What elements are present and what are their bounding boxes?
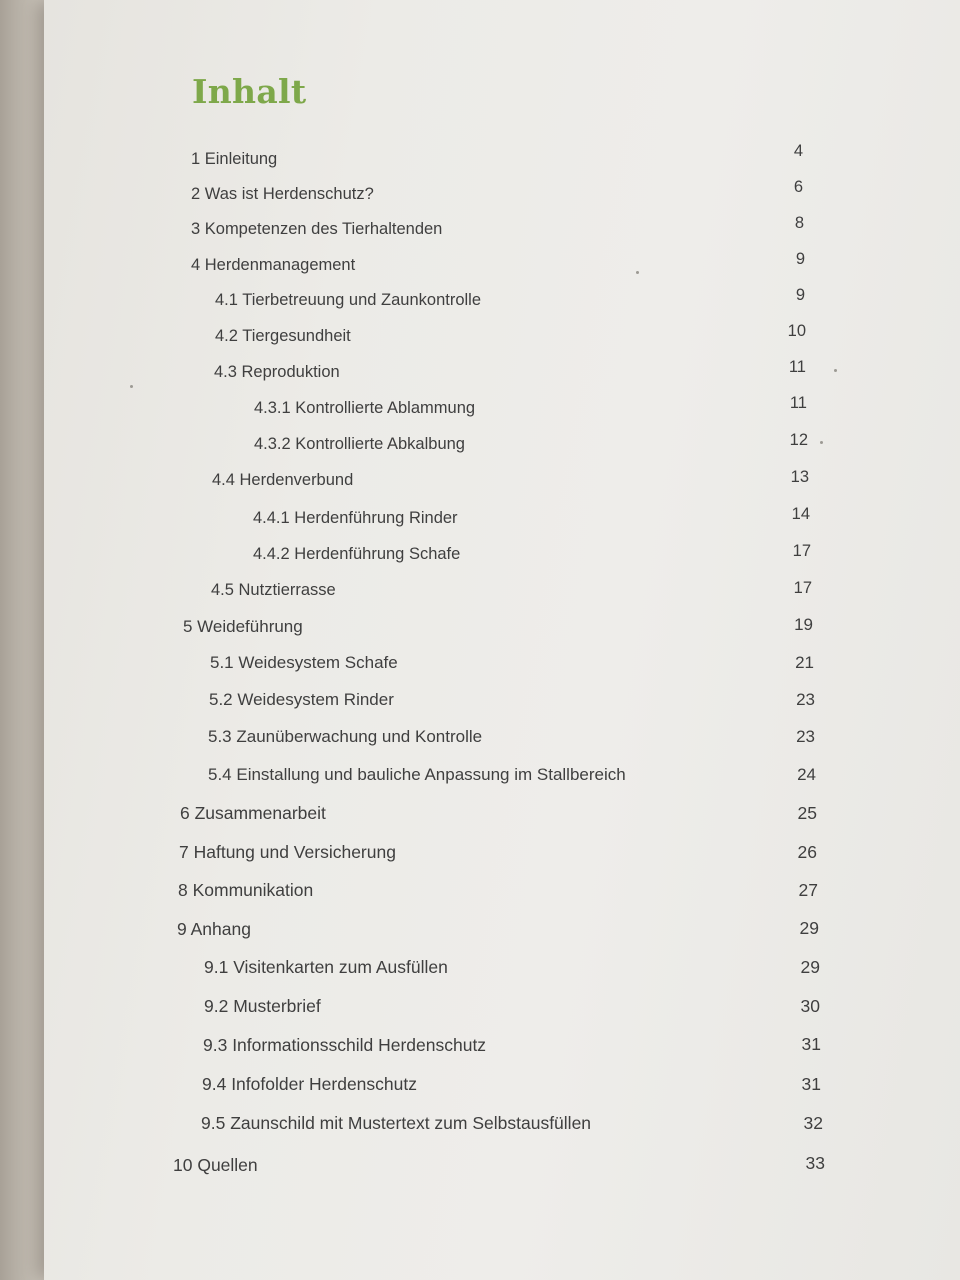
toc-entry-label: 4 Herdenmanagement <box>191 256 356 274</box>
toc-entry-page-number: 25 <box>797 803 817 823</box>
toc-entry-page-number: 21 <box>795 653 814 672</box>
toc-entry-page-number: 29 <box>799 918 819 938</box>
toc-entry-label: 4.4 Herdenverbund <box>212 471 354 489</box>
toc-entry-page-number: 11 <box>788 358 806 376</box>
toc-entry-label: 4.3.2 Kontrollierte Abkalbung <box>254 435 465 453</box>
toc-entry-label: 5.3 Zaunüberwachung und Kontrolle <box>208 727 483 746</box>
toc-entry-label: 9.3 Informationsschild Herdenschutz <box>203 1035 487 1055</box>
toc-entry-label: 2 Was ist Herdenschutz? <box>191 185 374 203</box>
toc-entry-page-number: 10 <box>787 322 806 340</box>
paper-speck <box>636 271 639 274</box>
toc-entry-page-number: 23 <box>796 690 815 709</box>
toc-entry-page-number: 9 <box>795 250 805 268</box>
toc-entry-label: 4.5 Nutztierrasse <box>211 581 336 599</box>
toc-entry-page-number: 32 <box>803 1113 823 1133</box>
toc-entry-page-number: 17 <box>792 542 811 560</box>
toc-entry-page-number: 23 <box>796 727 815 746</box>
toc-entry-label: 9.5 Zaunschild mit Mustertext zum Selbstausfüllen <box>201 1113 592 1133</box>
toc-entry-label: 5 Weideführung <box>183 617 303 636</box>
toc-entry-page-number: 31 <box>801 1074 821 1094</box>
toc-entry-page-number: 12 <box>789 431 808 449</box>
toc-entry-label: 6 Zusammenarbeit <box>180 803 326 823</box>
toc-entry-label: 3 Kompetenzen des Tierhaltenden <box>191 220 443 238</box>
toc-entry-page-number: 26 <box>797 842 817 862</box>
toc-entry-label: 4.4.1 Herdenführung Rinder <box>253 509 458 527</box>
toc-entry-label: 9.1 Visitenkarten zum Ausfüllen <box>204 957 448 977</box>
toc-entry-label: 7 Haftung und Versicherung <box>179 842 396 862</box>
toc-entry-page-number: 19 <box>794 615 813 634</box>
paper-speck <box>834 369 837 372</box>
toc-entry-page-number: 31 <box>801 1034 821 1054</box>
toc-entry-label: 5.2 Weidesystem Rinder <box>209 690 394 709</box>
toc-entry-label: 4.4.2 Herdenführung Schafe <box>253 545 461 563</box>
toc-entry-label: 1 Einleitung <box>191 150 278 168</box>
toc-entry-page-number: 4 <box>793 142 803 160</box>
toc-entry-page-number: 17 <box>793 579 812 597</box>
page-title: Inhalt <box>192 72 307 111</box>
toc-entry-label: 9.2 Musterbrief <box>204 996 321 1016</box>
toc-entry-page-number: 29 <box>800 957 820 977</box>
toc-entry-page-number: 11 <box>789 394 807 412</box>
toc-entry-label: 8 Kommunikation <box>178 880 314 900</box>
toc-entry-label: 4.3 Reproduktion <box>214 363 340 381</box>
toc-entry-page-number: 33 <box>805 1153 825 1173</box>
toc-entry-page-number: 24 <box>797 765 816 784</box>
toc-entry-page-number: 13 <box>790 468 809 486</box>
toc-entry-label: 5.4 Einstallung und bauliche Anpassung im Stallbereich <box>208 765 626 784</box>
toc-entry-label: 9 Anhang <box>177 919 251 939</box>
toc-entry-label: 9.4 Infofolder Herdenschutz <box>202 1074 417 1094</box>
paper-speck <box>820 441 823 444</box>
toc-entry-page-number: 6 <box>793 178 803 196</box>
toc-entry-label: 10 Quellen <box>173 1155 258 1175</box>
toc-entry-page-number: 30 <box>800 996 820 1016</box>
toc-entry-page-number: 27 <box>798 880 818 900</box>
toc-entry-label: 5.1 Weidesystem Schafe <box>210 653 398 672</box>
toc-entry-page-number: 9 <box>795 286 805 304</box>
toc-entry-label: 4.2 Tiergesundheit <box>215 327 351 345</box>
toc-entry-page-number: 14 <box>791 505 810 523</box>
toc-entry-label: 4.3.1 Kontrollierte Ablammung <box>254 399 476 417</box>
toc-entry-label: 4.1 Tierbetreuung und Zaunkontrolle <box>215 291 482 309</box>
toc-entry-page-number: 8 <box>794 214 804 232</box>
paper-speck <box>130 385 133 388</box>
